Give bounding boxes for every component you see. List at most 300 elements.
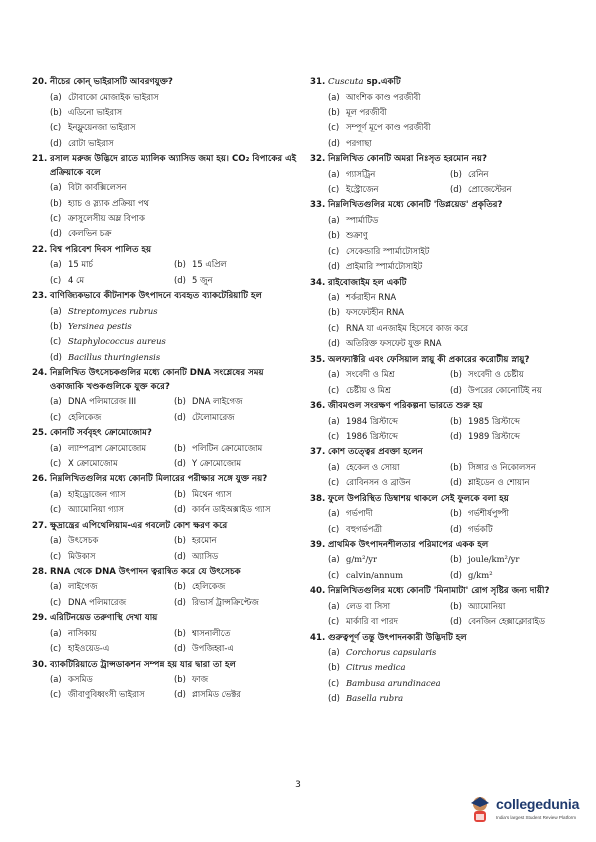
option-text: লেড বা সিসা [346,600,391,611]
option-b [50,319,298,334]
question-number: 20. [32,77,48,87]
option-text: অ্যামোনিয়া গ্যাস [68,504,124,515]
question-text: RNA থেকে DNA উৎপাদন ত্বরান্বিত করে যে উৎসেচক [50,566,241,577]
option-b [450,367,572,382]
option-d [174,549,298,564]
question-36 [310,400,572,444]
option-text: Bacillus thuringiensis [68,351,161,362]
option-row [50,90,298,105]
option-row [50,304,298,319]
collegedunia-brand [466,792,586,832]
option-label: (c) [328,616,340,627]
option-text: টেলোমারেজ [192,411,235,422]
option-label: (c) [328,322,340,333]
option-label: (d) [174,643,186,654]
option-label: (b) [174,674,186,685]
question-40 [310,585,572,629]
option-text: প্রোজেস্টেরন [468,184,512,195]
question-stem [32,367,298,394]
question-stem [310,400,572,414]
option-text: জীবাণুবিধ্বংসী ভাইরাস [68,689,145,700]
options-list [310,599,572,630]
option-text: মার্কারি বা পারদ [346,616,398,627]
option-c [50,334,298,349]
option-label: (a) [328,292,340,303]
option-d [50,226,298,241]
question-35 [310,354,572,398]
option-text: 5 জুন [192,274,213,285]
option-c [328,614,450,629]
option-a [328,414,450,429]
option-text: হাইড্রোজেন গ্যাস [68,488,126,499]
question-23 [32,290,298,365]
option-label: (b) [328,662,340,673]
option-row [328,244,572,259]
option-label: (d) [328,261,340,272]
question-34 [310,277,572,352]
question-text: অলফ্যাক্টরি এবং ফেসিয়াল স্নায়ু কী প্রকারের করোটীয় স্নায়ু? [328,354,530,365]
option-text: মিউকাস [68,550,96,561]
option-b [174,533,298,548]
option-label: (a) [328,91,340,102]
question-text: ফুলে উপরিস্থিত ডিম্বাশয় থাকলে সেই ফুলকে বলা হয় [328,493,509,504]
option-label: (a) [328,369,340,380]
option-d [450,475,572,490]
option-label: (b) [450,461,462,472]
option-b [174,487,298,502]
options-list [310,552,572,583]
option-label: (a) [50,182,62,193]
option-c [328,475,450,490]
option-d [174,641,298,656]
question-number: 35. [310,354,326,365]
option-label: (b) [450,554,462,565]
option-text: রোবিনসন ও ব্রাউন [346,477,411,488]
question-41 [310,632,572,707]
option-row [328,182,572,197]
option-text: DNA লাইগেজ [192,396,243,407]
question-39 [310,539,572,583]
question-text [328,76,572,90]
option-b [450,506,572,521]
question-text: কোনটি সর্ববৃহৎ ক্রোমোজোম? [50,428,152,438]
option-a [50,533,174,548]
option-label: (a) [328,214,340,225]
option-b [450,552,572,567]
option-row [328,460,572,475]
option-text: 1986 খ্রিস্টাব্দে [346,430,398,441]
question-text: রাইবোজাইম হল একটি [328,277,407,288]
option-row [328,136,572,151]
option-a [50,579,174,594]
option-d [174,456,298,471]
option-row [328,614,572,629]
option-d [328,691,572,706]
option-label: (b) [450,508,462,519]
options-list [310,414,572,445]
option-text: 15 এপ্রিল [192,259,227,270]
option-b [50,105,298,120]
question-number: 28. [32,566,48,577]
option-text: উপরের কোনোটিই নয় [468,384,542,395]
option-row [328,691,572,706]
option-label: (a) [50,535,62,546]
option-row [328,228,572,243]
option-text: g/km² [468,569,493,580]
option-text: DNA পলিমারেজ [68,596,126,607]
option-row [50,456,298,471]
question-text: বিশ্ব পরিবেশ দিবস পালিত হয় [50,244,152,255]
option-row [328,321,572,336]
question-stem [310,199,572,213]
option-c [50,211,298,226]
question-stem [32,244,298,258]
option-label: (c) [50,274,62,285]
option-text: X ক্রোমোজোম [68,457,118,468]
question-number: 40. [310,586,326,597]
option-text: ফাজ [192,674,209,685]
question-29 [32,612,298,656]
question-number: 30. [32,659,48,670]
question-number: 29. [32,613,48,624]
option-label: (d) [450,523,462,534]
option-label: (b) [328,230,340,241]
option-d [50,350,298,365]
question-stem [310,277,572,291]
question-stem [310,446,572,460]
option-label: (d) [450,384,462,395]
question-30 [32,659,298,703]
option-row [328,552,572,567]
option-text: সংবেদী ও চেষ্টীয় [468,369,524,380]
option-a [328,506,450,521]
question-text: নিম্নলিখিতগুলির মধ্যে কোনটি মিলারের পরীক্ষার সঙ্গে যুক্ত নয়? [50,474,268,485]
option-a [50,304,298,319]
question-27 [32,520,298,564]
option-c [328,522,450,537]
option-b [450,460,572,475]
question-text: নিম্নলিখিত কোনটি অমরা নিঃসৃত হরমোন নয়? [328,154,487,165]
option-row [328,645,572,660]
option-b [328,105,572,120]
option-c [328,120,572,135]
option-b [450,599,572,614]
option-text: ক্রাসুলেসীয় অম্ল বিপাক [68,212,145,223]
option-c [50,595,174,610]
question-number: 34. [310,277,326,288]
option-c [50,410,174,425]
option-label: (c) [50,689,62,700]
option-row [328,568,572,583]
question-number: 38. [310,493,326,504]
option-text: নাসিকায় [68,627,97,638]
option-text: সংবেদী ও মিশ্র [346,369,395,380]
option-label: (d) [50,351,62,362]
question-stem [32,520,298,534]
option-text: হ্যাচ ও স্ল্যাক প্রক্রিয়া পথ [68,197,149,208]
option-label: (a) [328,554,340,565]
option-row [328,475,572,490]
option-d [174,273,298,288]
question-text-italic: Cuscuta [328,77,364,87]
option-label: (a) [50,581,62,592]
option-b [450,414,572,429]
option-b [328,228,572,243]
option-text: হেলিকেজ [68,411,102,422]
option-text: শ্লাইডেন ও শোয়ান [468,477,530,488]
option-row [50,120,298,135]
option-a [328,290,572,305]
question-number: 21. [32,154,48,165]
option-label: (b) [450,369,462,380]
option-text: উৎসেচক [68,535,99,546]
option-c [328,182,450,197]
option-text: শর্করাহীন RNA [346,292,397,303]
option-label: (b) [328,106,340,117]
question-text: নিম্নলিখিতগুলির মধ্যে কোনটি 'ডিপ্লয়েড' প্রকৃতির? [328,200,503,211]
option-row [50,334,298,349]
option-a [50,394,174,409]
option-label: (a) [328,461,340,472]
option-text: অতিরিক্ত ফসফেট যুক্ত RNA [346,338,442,349]
option-label: (c) [328,122,340,133]
option-label: (a) [328,415,340,426]
option-text: টোবাকো মোজাইক ভাইরাস [68,91,159,102]
question-text: গুরুত্বপূর্ণ তন্তু উৎপাদনকারী উদ্ভিদটি হল [328,632,467,643]
option-label: (d) [450,616,462,627]
option-c [328,244,572,259]
page-number: 3 [295,780,301,790]
option-c [328,429,450,444]
question-text-rest: sp.একটি [363,77,401,87]
option-text: ফসফেটহীন RNA [346,307,404,318]
option-label: (c) [328,523,340,534]
option-b [174,672,298,687]
question-stem [310,493,572,507]
option-c [328,383,450,398]
options-list [32,257,298,288]
question-stem [32,290,298,304]
option-c [50,120,298,135]
option-label: (a) [50,627,62,638]
option-text: joule/km²/yr [468,554,520,565]
option-d [450,522,572,537]
option-label: (c) [50,411,62,422]
option-text: হাইওয়েড-এ [68,643,110,654]
options-list [32,90,298,152]
question-stem [32,76,298,90]
question-number: 32. [310,154,326,165]
option-text: Basella rubra [346,693,404,704]
option-text: ল্যাম্পব্রাশ ক্রোমোজোম [68,442,147,453]
option-text: বেনজিন হেক্সাক্লোরাইড [468,616,545,627]
options-list [310,367,572,398]
option-c [50,502,174,517]
option-row [50,180,298,195]
option-label: (c) [50,550,62,561]
question-stem [32,473,298,487]
option-row [328,506,572,521]
option-b [328,305,572,320]
option-label: (d) [174,689,186,700]
option-row [328,599,572,614]
option-label: (d) [328,693,340,704]
option-label: (a) [50,259,62,270]
options-list [310,645,572,707]
option-label: (a) [50,442,62,453]
option-label: (c) [328,677,340,688]
option-label: (b) [50,320,62,331]
option-text: মিথেন গ্যাস [192,488,232,499]
option-b [50,196,298,211]
option-d [328,259,572,274]
option-label: (d) [50,137,62,148]
question-text: জীবমণ্ডল সংরক্ষণ পরিকল্পনা ভারতে শুরু হয় [328,401,483,411]
option-text: রেনিন [468,168,489,179]
option-row [50,441,298,456]
option-d [174,687,298,702]
option-label: (a) [328,168,340,179]
option-label: (b) [328,307,340,318]
question-25 [32,427,298,471]
option-d [450,429,572,444]
option-row [328,305,572,320]
option-row [50,502,298,517]
option-text: Yersinea pestis [68,320,132,331]
question-stem [310,632,572,646]
option-text: Streptomyces rubrus [68,305,158,316]
question-stem [310,153,572,167]
question-38 [310,493,572,537]
option-row [328,383,572,398]
option-row [50,626,298,641]
option-text: সেকেন্ডারি স্পার্মাটোসাইট [346,245,430,256]
question-22 [32,244,298,288]
option-text: calvin/annum [346,569,404,580]
question-text: বাণিজ্যিকভাবে কীটনাশক উৎপাদনে ব্যবহৃত ব্যাকটেরিয়াটি হল [50,291,262,302]
question-text: নিম্নলিখিতগুলির মধ্যে কোনটি 'মিনামাটা' রোগ সৃষ্টির জন্য দায়ী? [328,586,550,597]
option-row [328,367,572,382]
option-label: (d) [450,477,462,488]
option-text: সম্পূর্ণ মূপে কাণ্ড পরজীবী [346,122,431,133]
option-label: (c) [50,212,62,223]
option-row [50,350,298,365]
option-text: Corchorus capsularis [346,647,437,658]
option-label: (b) [50,106,62,117]
option-label: (d) [328,137,340,148]
question-text: এরিটিনয়েড তরুণাস্থি দেখা যায় [50,613,158,624]
question-number: 27. [32,520,48,531]
option-row [328,259,572,274]
question-stem [310,539,572,553]
option-a [328,367,450,382]
option-label: (b) [450,168,462,179]
option-text: পরগাছা [346,137,372,148]
option-row [328,290,572,305]
question-text: নিম্নলিখিত উৎসেচকগুলির মধ্যে কোনটি DNA সংশ্লেষের সময় ওকাজাকি খণ্ডকগুলিকে যুক্ত করে? [50,368,264,392]
option-label: (b) [174,627,186,638]
option-text: চেষ্টীয় ও মিশ্র [346,384,391,395]
option-text: পলিটিন ক্রোমোজোম [192,442,263,453]
option-label: (a) [50,305,62,316]
question-stem [310,76,572,90]
option-a [50,180,298,195]
option-row [50,687,298,702]
question-24 [32,367,298,425]
option-label: (b) [174,259,186,270]
option-text: গর্ভপাদী [346,508,373,519]
option-d [450,182,572,197]
option-a [328,90,572,105]
option-d [450,614,572,629]
option-label: (d) [174,596,186,607]
options-list [310,167,572,198]
question-number: 23. [32,291,48,302]
option-row [328,522,572,537]
option-text: 1984 খ্রিস্টাব্দে [346,415,398,426]
option-label: (b) [174,581,186,592]
option-a [50,487,174,502]
option-text: শুক্রাণু [346,230,368,241]
option-a [328,645,572,660]
options-list [32,394,298,425]
option-label: (c) [50,596,62,607]
option-b [174,579,298,594]
option-label: (c) [328,430,340,441]
option-label: (c) [50,122,62,133]
option-text: ইনফ্লুয়েনজা ভাইরাস [68,122,136,133]
option-row [50,257,298,272]
option-d [450,568,572,583]
options-list [310,460,572,491]
options-list [310,90,572,152]
options-list [32,626,298,657]
option-text: রোটা ভাইরাস [68,137,114,148]
option-text: Bambusa arundinacea [346,677,441,688]
option-row [50,533,298,548]
right-column [310,76,572,709]
option-b [450,167,572,182]
option-label: (a) [328,647,340,658]
option-a [50,441,174,456]
option-row [50,641,298,656]
option-label: (c) [50,336,62,347]
option-text: g/m²/yr [346,554,378,565]
option-text: গর্ভকটি [468,523,493,534]
option-c [50,456,174,471]
question-37 [310,446,572,490]
option-text: কসমিড [68,674,93,685]
option-row [328,105,572,120]
option-label: (b) [450,600,462,611]
options-list [310,290,572,352]
question-number: 25. [32,428,48,438]
option-label: (c) [328,245,340,256]
option-label: (a) [50,674,62,685]
option-text: 4 মে [68,274,85,285]
question-32 [310,153,572,197]
option-text: মূল পরজীবী [346,106,387,117]
option-text: বহুগর্ভপত্রী [346,523,382,534]
option-label: (c) [328,184,340,195]
option-text: সিঙ্গার ও নিকোলসন [468,461,536,472]
option-label: (d) [450,184,462,195]
option-b [328,660,572,675]
option-text: অ্যামোনিয়া [468,600,506,611]
option-c [328,676,572,691]
option-d [328,136,572,151]
option-label: (b) [174,442,186,453]
